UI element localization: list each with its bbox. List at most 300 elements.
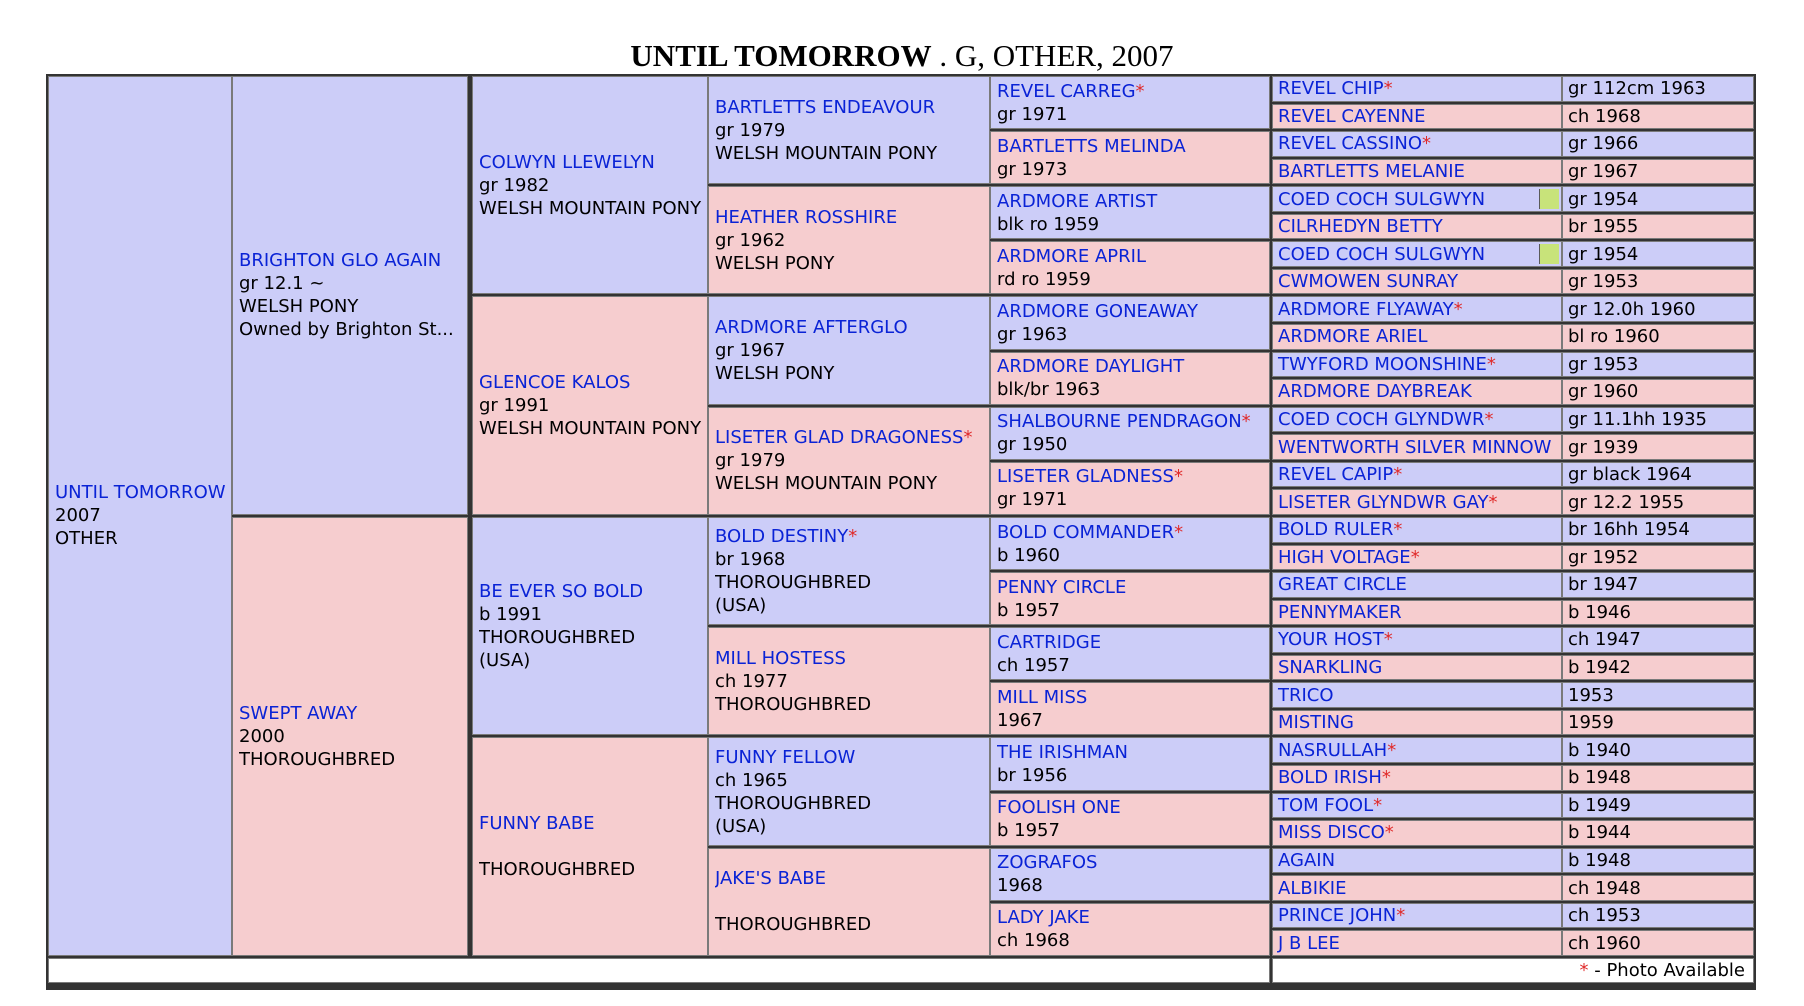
horse-detail-line [479, 835, 703, 858]
ancestor-cell [1272, 324, 1562, 350]
horse-name-link[interactable]: REVEL CHIP [1278, 78, 1384, 100]
ancestor-cell [1272, 737, 1562, 763]
ancestor-cell [1272, 269, 1562, 295]
photo-star: * [1373, 794, 1383, 816]
ancestor-cell [1272, 930, 1562, 956]
horse-detail-line: ch 1977 [715, 670, 788, 692]
ancestor-info-cell [1562, 104, 1754, 130]
pedigree-cell [708, 76, 990, 184]
horse-name-link[interactable]: COLWYN LLEWELYN [479, 151, 655, 173]
photo-star: * [1174, 521, 1184, 543]
horse-name-line [997, 135, 1265, 158]
ancestor-cell [1272, 407, 1562, 433]
horse-detail-line: rd ro 1959 [997, 268, 1091, 290]
horse-name-line [479, 151, 703, 174]
ancestor-info-text: gr 1954 [1568, 243, 1639, 265]
ancestor-info-text: br 1947 [1568, 574, 1639, 596]
ancestor-info-text: gr 11.1hh 1935 [1568, 408, 1707, 430]
ancestor-info-text: 1959 [1568, 712, 1614, 734]
horse-name-link[interactable]: MISTING [1278, 712, 1354, 734]
ancestor-info-cell [1562, 324, 1754, 350]
horse-name-link[interactable]: THE IRISHMAN [997, 741, 1129, 763]
ancestor-info-text: b 1948 [1568, 849, 1631, 871]
horse-name-link[interactable]: ARDMORE APRIL [997, 245, 1146, 267]
ancestor-info-text: gr 1954 [1568, 188, 1639, 210]
pedigree-cell [708, 627, 990, 735]
ancestor-info-text: br 1955 [1568, 216, 1639, 238]
horse-name-link[interactable]: ARDMORE DAYBREAK [1278, 381, 1472, 403]
pedigree-cell [990, 131, 1270, 184]
horse-name-link[interactable]: ARDMORE ARIEL [1278, 326, 1428, 348]
ancestor-info-cell [1562, 407, 1754, 433]
photo-star: * [1387, 739, 1397, 761]
ancestor-cell [1272, 545, 1562, 571]
pedigree-cell [708, 848, 990, 956]
pedigree-cell [990, 572, 1270, 625]
horse-name-line [997, 686, 1265, 709]
pedigree-cell [708, 407, 990, 515]
ancestor-info-text: 1953 [1568, 684, 1614, 706]
horse-name-line [997, 190, 1265, 213]
pedigree-cell [990, 737, 1270, 790]
horse-name-line [997, 576, 1265, 599]
horse-name-link[interactable]: HEATHER ROSSHIRE [715, 206, 898, 228]
photo-star: * [1383, 629, 1393, 651]
photo-star: * [1174, 466, 1183, 488]
horse-name-line [715, 746, 985, 769]
horse-name-link[interactable]: PENNY CIRCLE [997, 576, 1127, 598]
horse-detail-line: THOROUGHBRED [715, 693, 872, 715]
ancestor-info-text: b 1942 [1568, 657, 1631, 679]
horse-name-link[interactable]: HIGH VOLTAGE [1278, 546, 1411, 568]
horse-detail-line: WELSH PONY [715, 252, 835, 274]
legend-text: - Photo Available [1588, 960, 1745, 982]
ancestor-cell [1272, 710, 1562, 736]
photo-star: * [1241, 411, 1251, 433]
photo-legend [1272, 958, 1754, 984]
horse-name-line [479, 812, 703, 835]
ancestor-info-text: gr 1966 [1568, 133, 1639, 155]
horse-name-line [479, 371, 703, 394]
photo-star: * [1383, 78, 1393, 100]
pedigree-cell [990, 627, 1270, 680]
ancestor-cell [1272, 875, 1562, 901]
horse-name-link[interactable]: JAKE'S BABE [715, 868, 826, 890]
horse-name-link[interactable]: BARTLETTS ENDEAVOUR [715, 96, 936, 118]
ancestor-info-cell [1562, 269, 1754, 295]
ancestor-info-text: ch 1947 [1568, 629, 1641, 651]
horse-name-link[interactable]: GLENCOE KALOS [479, 372, 631, 394]
horse-detail-line: ch 1957 [997, 654, 1070, 676]
ancestor-info-cell [1562, 848, 1754, 874]
pedigree-cell [990, 848, 1270, 901]
horse-name-line [55, 481, 227, 504]
horse-detail-line: b 1991 [479, 604, 542, 626]
ancestor-info-text: gr 1953 [1568, 353, 1639, 375]
pedigree-cell [990, 462, 1270, 515]
ancestor-cell [1272, 572, 1562, 598]
horse-name-line [239, 249, 463, 272]
horse-name-link[interactable]: WENTWORTH SILVER MINNOW [1278, 436, 1552, 458]
ancestor-info-cell [1562, 434, 1754, 460]
horse-name-link[interactable]: COED COCH SULGWYN [1278, 188, 1486, 210]
ancestor-info-text: b 1940 [1568, 739, 1631, 761]
horse-detail-line: gr 1962 [715, 229, 786, 251]
ancestor-info-text: gr 1952 [1568, 546, 1639, 568]
horse-name-line [997, 355, 1265, 378]
ancestor-info-cell [1562, 710, 1754, 736]
ancestor-info-cell [1562, 517, 1754, 543]
horse-detail-line: ch 1965 [715, 769, 788, 791]
horse-name-link[interactable]: ZOGRAFOS [997, 852, 1098, 874]
ancestor-info-cell [1562, 186, 1754, 212]
ancestor-cell [1272, 793, 1562, 819]
ancestor-cell [1272, 655, 1562, 681]
horse-name-line [997, 80, 1265, 103]
ancestor-info-cell [1562, 600, 1754, 626]
horse-name-link[interactable]: FOOLISH ONE [997, 797, 1121, 819]
horse-detail-line: THOROUGHBRED [715, 792, 872, 814]
horse-name-line [715, 426, 985, 449]
horse-name-link[interactable]: ARDMORE DAYLIGHT [997, 356, 1185, 378]
ancestor-cell [1272, 434, 1562, 460]
ancestor-info-text: b 1946 [1568, 601, 1631, 623]
horse-detail-line: b 1957 [997, 820, 1060, 842]
ancestor-cell [1272, 214, 1562, 240]
horse-detail-line: b 1957 [997, 599, 1060, 621]
ancestor-info-cell [1562, 159, 1754, 185]
horse-name-link[interactable]: TRICO [1278, 684, 1334, 706]
horse-detail-line: WELSH MOUNTAIN PONY [479, 418, 702, 440]
horse-detail-line: gr 1982 [479, 174, 550, 196]
horse-name-link[interactable]: PRINCE JOHN [1278, 905, 1397, 927]
pedigree-cell [990, 903, 1270, 956]
horse-name-link[interactable]: ARDMORE GONEAWAY [997, 301, 1198, 323]
horse-name-line [715, 867, 985, 890]
horse-name-link[interactable]: GREAT CIRCLE [1278, 574, 1407, 596]
horse-detail-line: 1967 [997, 709, 1043, 731]
photo-star: * [1396, 905, 1406, 927]
horse-name-line [479, 580, 703, 603]
ancestor-info-cell [1562, 545, 1754, 571]
pedigree-cell [708, 296, 990, 404]
horse-name-line [715, 647, 985, 670]
ancestor-cell [1272, 241, 1562, 267]
ancestor-info-text: gr 1960 [1568, 381, 1639, 403]
photo-star: * [1486, 353, 1496, 375]
horse-detail-line: 1968 [997, 875, 1043, 897]
horse-name-link[interactable]: BARTLETTS MELANIE [1278, 160, 1465, 182]
horse-name-line [715, 316, 985, 339]
ancestor-info-cell [1562, 489, 1754, 515]
pedigree-cell [232, 517, 468, 956]
photo-star: * [1453, 298, 1463, 320]
pedigree-cell [990, 76, 1270, 129]
ancestor-info-cell [1562, 572, 1754, 598]
ancestor-info-cell [1562, 379, 1754, 405]
horse-name-line [997, 796, 1265, 819]
pedigree-cell [990, 793, 1270, 846]
ancestor-info-cell [1562, 930, 1754, 956]
duplicate-ancestor-marker [1539, 244, 1559, 264]
horse-name-link[interactable]: BE EVER SO BOLD [479, 581, 644, 603]
horse-detail-line: br 1968 [715, 549, 786, 571]
ancestor-cell [1272, 76, 1562, 102]
photo-star: * [963, 427, 973, 449]
horse-name-link[interactable]: REVEL CASSINO [1278, 133, 1422, 155]
ancestor-info-text: ch 1948 [1568, 877, 1641, 899]
photo-star: * [1484, 408, 1494, 430]
pedigree-cell [472, 517, 708, 735]
ancestor-info-cell [1562, 875, 1754, 901]
horse-name-link[interactable]: NASRULLAH [1278, 739, 1388, 761]
horse-detail-line: WELSH PONY [239, 296, 359, 318]
horse-detail-line: WELSH MOUNTAIN PONY [479, 197, 702, 219]
horse-detail-line: blk ro 1959 [997, 213, 1100, 235]
horse-name-link[interactable]: REVEL CAPIP [1278, 464, 1394, 486]
ancestor-cell [1272, 489, 1562, 515]
photo-star: * [1384, 822, 1394, 844]
horse-name-link[interactable]: BRIGHTON GLO AGAIN [239, 250, 442, 272]
pedigree-cell [472, 296, 708, 514]
ancestor-info-cell [1562, 352, 1754, 378]
ancestor-info-cell [1562, 627, 1754, 653]
ancestor-info-text: b 1948 [1568, 767, 1631, 789]
pedigree-cell [990, 682, 1270, 735]
horse-name-link[interactable]: BOLD IRISH [1278, 767, 1382, 789]
photo-star: * [848, 526, 858, 548]
ancestor-info-text: br 16hh 1954 [1568, 519, 1690, 541]
ancestor-cell [1272, 296, 1562, 322]
horse-detail-line: THOROUGHBRED [715, 572, 872, 594]
ancestor-info-text: bl ro 1960 [1568, 326, 1660, 348]
photo-star: * [1393, 464, 1403, 486]
pedigree-table [46, 74, 1756, 990]
ancestor-info-cell [1562, 76, 1754, 102]
horse-name-line [997, 300, 1265, 323]
horse-name-line [715, 525, 985, 548]
horse-detail-line: (USA) [715, 815, 767, 837]
horse-name-link[interactable]: BARTLETTS MELINDA [997, 135, 1186, 157]
horse-name-link[interactable]: REVEL CARREG [997, 80, 1136, 102]
ancestor-cell [1272, 600, 1562, 626]
horse-name-link[interactable]: SWEPT AWAY [239, 702, 358, 724]
horse-name-link[interactable]: AGAIN [1278, 849, 1336, 871]
ancestor-info-cell [1562, 241, 1754, 267]
horse-name-line [997, 245, 1265, 268]
ancestor-cell [1272, 462, 1562, 488]
horse-name-link[interactable]: J B LEE [1278, 932, 1340, 954]
ancestor-cell [1272, 765, 1562, 791]
ancestor-info-cell [1562, 903, 1754, 929]
horse-detail-line: WELSH MOUNTAIN PONY [715, 473, 938, 495]
horse-detail-line: (USA) [479, 650, 531, 672]
photo-star: * [1135, 80, 1145, 102]
horse-name-link[interactable]: FUNNY BABE [479, 813, 595, 835]
horse-name-link[interactable]: BOLD RULER [1278, 519, 1394, 541]
pedigree-cell [708, 517, 990, 625]
horse-name-link[interactable]: MILL HOSTESS [715, 647, 846, 669]
photo-star: * [1381, 767, 1391, 789]
pedigree-cell [990, 296, 1270, 349]
ancestor-cell [1272, 104, 1562, 130]
horse-name-link[interactable]: LISETER GLADNESS [997, 466, 1174, 488]
horse-name-link[interactable]: BOLD COMMANDER [997, 521, 1175, 543]
horse-detail-line: THOROUGHBRED [239, 748, 396, 770]
ancestor-info-text: gr 12.2 1955 [1568, 491, 1685, 513]
horse-detail-line: ch 1968 [997, 930, 1070, 952]
horse-detail-line: Owned by Brighton St... [239, 319, 454, 341]
ancestor-info-text: ch 1968 [1568, 105, 1641, 127]
horse-detail-line: gr 1979 [715, 119, 786, 141]
horse-name-link[interactable]: TOM FOOL [1278, 794, 1374, 816]
ancestor-info-text: ch 1953 [1568, 905, 1641, 927]
horse-name-link[interactable]: MILL MISS [997, 686, 1088, 708]
legend-star: * [1579, 960, 1589, 982]
ancestor-info-cell [1562, 820, 1754, 846]
horse-detail-line: THOROUGHBRED [479, 627, 636, 649]
horse-detail-line: gr 1979 [715, 450, 786, 472]
horse-name-line [997, 851, 1265, 874]
horse-name-link[interactable]: COED COCH SULGWYN [1278, 243, 1486, 265]
page-title [0, 38, 1804, 74]
photo-star: * [1422, 133, 1431, 155]
photo-star: * [1410, 546, 1420, 568]
ancestor-cell [1272, 820, 1562, 846]
horse-name-link[interactable]: LISETER GLYNDWR GAY [1278, 491, 1489, 513]
horse-name-link[interactable]: TWYFORD MOONSHINE [1278, 353, 1487, 375]
horse-name-link[interactable]: YOUR HOST [1278, 629, 1384, 651]
ancestor-cell [1272, 131, 1562, 157]
horse-detail-line: gr 12.1 ~ [239, 273, 325, 295]
horse-name-line [715, 206, 985, 229]
ancestor-info-text: gr 1939 [1568, 436, 1639, 458]
horse-name-link[interactable]: LADY JAKE [997, 907, 1090, 929]
horse-detail-line: gr 1971 [997, 103, 1068, 125]
ancestor-info-cell [1562, 655, 1754, 681]
ancestor-info-cell [1562, 296, 1754, 322]
pedigree-cell [472, 737, 708, 955]
horse-name-link[interactable]: MISS DISCO [1278, 822, 1385, 844]
horse-name-line [997, 465, 1265, 488]
pedigree-cell [708, 737, 990, 845]
ancestor-info-text: b 1944 [1568, 822, 1631, 844]
horse-detail-line: THOROUGHBRED [715, 914, 872, 936]
horse-detail-line: br 1956 [997, 764, 1068, 786]
photo-star: * [1393, 519, 1403, 541]
horse-name-line [997, 410, 1265, 433]
photo-star: * [1488, 491, 1498, 513]
ancestor-cell [1272, 517, 1562, 543]
horse-name-line [997, 631, 1265, 654]
horse-detail-line: WELSH PONY [715, 363, 835, 385]
horse-detail-line: gr 1971 [997, 489, 1068, 511]
horse-detail-line: gr 1967 [715, 340, 786, 362]
ancestor-info-cell [1562, 682, 1754, 708]
horse-name-link[interactable]: FUNNY FELLOW [715, 746, 856, 768]
title-horse-name: UNTIL TOMORROW [630, 38, 932, 73]
duplicate-ancestor-marker [1539, 189, 1559, 209]
ancestor-cell [1272, 682, 1562, 708]
pedigree-cell [472, 76, 708, 294]
horse-name-link[interactable]: CILRHEDYN BETTY [1278, 216, 1443, 238]
horse-name-link[interactable]: ARDMORE ARTIST [997, 190, 1158, 212]
horse-name-line [239, 702, 463, 725]
horse-detail-line: THOROUGHBRED [479, 859, 636, 881]
horse-name-line [997, 521, 1265, 544]
horse-name-link[interactable]: CWMOWEN SUNRAY [1278, 271, 1459, 293]
horse-name-link[interactable]: SHALBOURNE PENDRAGON [997, 411, 1242, 433]
horse-detail-line: OTHER [55, 528, 118, 550]
horse-detail-line: 2007 [55, 505, 101, 527]
horse-name-link[interactable]: UNTIL TOMORROW [55, 482, 226, 504]
horse-name-link[interactable]: BOLD DESTINY [715, 526, 849, 548]
pedigree-cell [708, 186, 990, 294]
ancestor-cell [1272, 627, 1562, 653]
pedigree-cell [990, 186, 1270, 239]
ancestor-cell [1272, 159, 1562, 185]
horse-detail-line: gr 1963 [997, 324, 1068, 346]
ancestor-cell [1272, 848, 1562, 874]
ancestor-info-cell [1562, 462, 1754, 488]
pedigree-cell [990, 352, 1270, 405]
horse-detail-line [715, 890, 985, 913]
ancestor-info-cell [1562, 765, 1754, 791]
ancestor-cell [1272, 379, 1562, 405]
horse-name-link[interactable]: REVEL CAYENNE [1278, 105, 1426, 127]
ancestor-info-text: gr 12.0h 1960 [1568, 298, 1696, 320]
horse-name-link[interactable]: LISETER GLAD DRAGONESS [715, 427, 964, 449]
ancestor-info-cell [1562, 214, 1754, 240]
pedigree-cell [232, 76, 468, 515]
horse-name-link[interactable]: CARTRIDGE [997, 631, 1102, 653]
pedigree-cell [990, 241, 1270, 294]
horse-name-link[interactable]: ALBIKIE [1278, 877, 1347, 899]
horse-detail-line: b 1960 [997, 544, 1060, 566]
horse-name-line [997, 906, 1265, 929]
horse-detail-line: 2000 [239, 725, 285, 747]
horse-detail-line: gr 1973 [997, 158, 1068, 180]
ancestor-info-text: gr black 1964 [1568, 464, 1692, 486]
ancestor-info-text: ch 1960 [1568, 932, 1641, 954]
ancestor-info-cell [1562, 131, 1754, 157]
pedigree-cell [990, 517, 1270, 570]
horse-name-link[interactable]: ARDMORE FLYAWAY [1278, 298, 1454, 320]
horse-name-link[interactable]: ARDMORE AFTERGLO [715, 317, 908, 339]
horse-name-link[interactable]: PENNYMAKER [1278, 601, 1402, 623]
horse-detail-line: (USA) [715, 595, 767, 617]
horse-detail-line: WELSH MOUNTAIN PONY [715, 142, 938, 164]
horse-name-line [997, 741, 1265, 764]
horse-detail-line: blk/br 1963 [997, 379, 1101, 401]
horse-name-link[interactable]: SNARKLING [1278, 657, 1383, 679]
horse-detail-line: gr 1991 [479, 395, 550, 417]
horse-name-line [715, 96, 985, 119]
footer-empty-cell [48, 958, 1270, 984]
ancestor-cell [1272, 186, 1562, 212]
horse-detail-line: gr 1950 [997, 434, 1068, 456]
ancestor-info-cell [1562, 793, 1754, 819]
ancestor-info-text: gr 112cm 1963 [1568, 78, 1706, 100]
pedigree-cell [48, 76, 232, 956]
ancestor-info-text: gr 1953 [1568, 271, 1639, 293]
ancestor-info-text: b 1949 [1568, 794, 1631, 816]
ancestor-info-text: gr 1967 [1568, 160, 1639, 182]
ancestor-cell [1272, 903, 1562, 929]
title-details: . G, OTHER, 2007 [931, 38, 1174, 73]
horse-name-link[interactable]: COED COCH GLYNDWR [1278, 408, 1485, 430]
ancestor-info-cell [1562, 737, 1754, 763]
